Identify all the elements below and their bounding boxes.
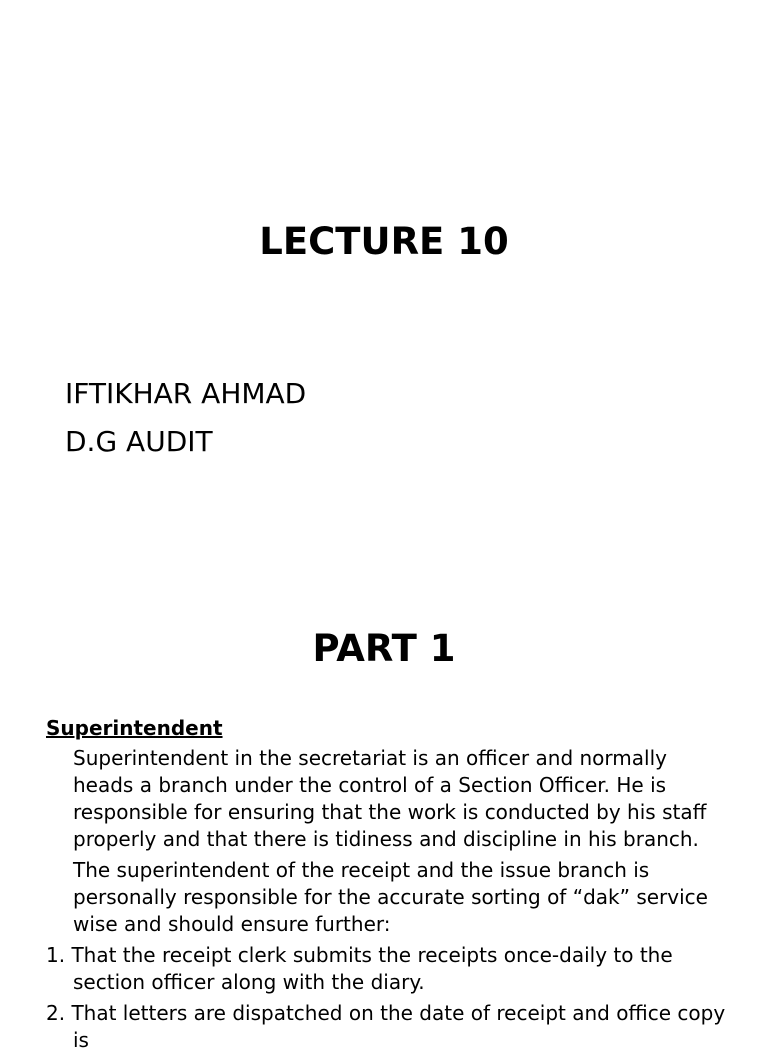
content-slide — [0, 512, 768, 1052]
author-block — [65, 370, 306, 466]
section-heading: Superintendent — [46, 716, 223, 740]
lecture-title: LECTURE 10 — [259, 220, 509, 263]
part-title: PART 1 — [312, 627, 456, 670]
list-item: 2. That letters are dispatched on the date of receipt and office copy is — [46, 1001, 726, 1052]
author-role: D.G AUDIT — [65, 425, 213, 458]
list-item: 1. That the receipt clerk submits the receipts once-daily to the section officer along with the diary. — [46, 943, 673, 994]
body-text — [46, 715, 726, 1058]
title-slide — [0, 0, 768, 512]
author-name: IFTIKHAR AHMAD — [65, 377, 307, 410]
paragraph: The superintendent of the receipt and the issue branch is personally responsible for the accurate sorting of “dak” service wise and should ensure further: — [73, 858, 708, 936]
paragraph: Superintendent in the secretariat is an officer and normally heads a branch under the control of a Section Officer. He is responsible for ensuring that the work is conducted by his staff properly and that there is tidiness and discipline in his branch. — [73, 746, 707, 851]
